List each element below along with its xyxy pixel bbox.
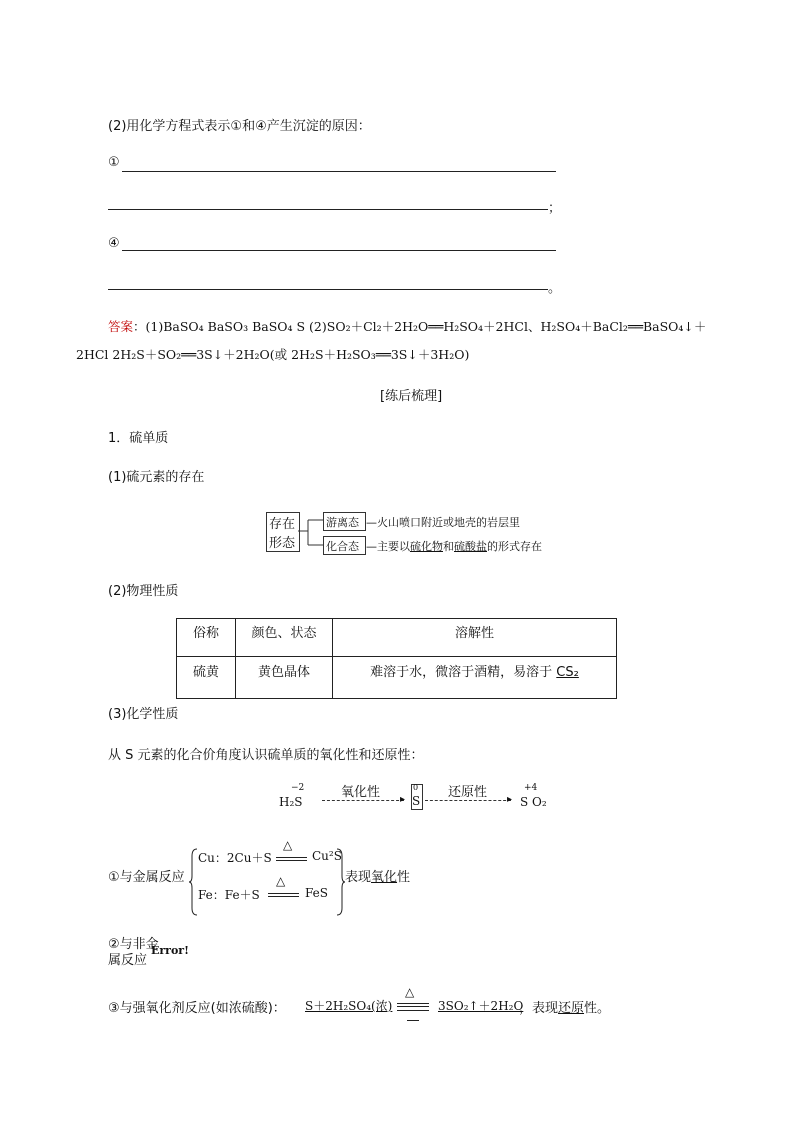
answer-line-1 <box>108 317 706 335</box>
header-color-state: 颜色、状态 <box>236 619 333 657</box>
right-valence: +4 <box>524 783 538 793</box>
item3-label: ③与强氧化剂反应(如浓硫酸)： <box>108 1001 286 1016</box>
header-common-name: 俗称 <box>177 619 236 657</box>
item3-eq-line-2 <box>397 1006 429 1007</box>
item1-label: ①与金属反应 <box>108 870 185 885</box>
item1-result-ul: 氧化 <box>371 870 398 885</box>
left-species: H₂S <box>279 795 303 809</box>
cell-solubility <box>333 657 617 699</box>
item2-label-1: ②与非金 <box>108 937 159 952</box>
cell-color-state: 黄色晶体 <box>236 657 333 699</box>
free-state-label: 游离态 <box>326 516 359 529</box>
item3-eq-line-1 <box>397 1003 429 1004</box>
item1-result-post: 性 <box>397 870 411 885</box>
heading-sulfur: 1．硫单质 <box>108 431 169 446</box>
arrow-to-so2 <box>425 800 511 801</box>
combined-state-text <box>366 538 542 554</box>
q2-prompt: (2)用化学方程式表示①和④产生沉淀的原因： <box>108 119 371 134</box>
answer-text-1: ：(1)BaSO₄ BaSO₃ BaSO₄ S (2)SO₂＋Cl₂＋2H₂O══H₂SO₄＋2HCl、H₂SO₄＋BaCl₂══BaSO₄↓＋ <box>133 319 707 334</box>
item2-error: Error! <box>151 944 189 957</box>
cu-eq-line-top <box>276 857 307 858</box>
fe-eq-right: FeS <box>305 886 328 900</box>
item3-result-ul: 还原 <box>558 1001 585 1016</box>
item3-eq-left: S＋2H₂SO₄(浓) <box>305 999 393 1013</box>
combined-pre: —主要以 <box>366 540 410 553</box>
item1-result-pre: 表现 <box>345 870 372 885</box>
blank-4-label: ④ <box>108 236 120 251</box>
answer-blank-1a[interactable] <box>122 171 556 172</box>
answer-blank-4a[interactable] <box>122 250 556 251</box>
blank-1-label: ① <box>108 155 120 170</box>
combined-sulfide: 硫化物 <box>410 540 443 553</box>
combined-and: 和 <box>443 540 454 553</box>
middle-species: S <box>412 794 421 808</box>
free-state-text: —火山喷口附近或地壳的岩层里 <box>366 516 520 529</box>
existence-root-label-2: 形态 <box>269 536 296 551</box>
oxidizing-label: 氧化性 <box>341 785 381 800</box>
combined-post: 的形式存在 <box>487 540 542 553</box>
period: 。 <box>548 281 562 296</box>
fe-eq-left: Fe：Fe＋S <box>198 888 260 902</box>
item2-label-2: 属反应 <box>108 953 148 968</box>
item3-eq-right: 3SO₂↑＋2H₂O <box>438 999 524 1013</box>
cu-eq-line-bottom <box>276 860 307 861</box>
combined-sulfate: 硫酸盐 <box>454 540 487 553</box>
right-brace <box>335 848 345 916</box>
heading-existence: (1)硫元素的存在 <box>108 470 205 485</box>
heading-chemical: (3)化学性质 <box>108 707 179 722</box>
section-title: [练后梳理] <box>380 389 443 404</box>
fe-eq-line-top <box>268 893 299 894</box>
item3-eq-line-4 <box>407 1020 419 1021</box>
cu-eq-left: Cu：2Cu＋S <box>198 851 272 865</box>
item3-result-post: 性。 <box>584 1001 611 1016</box>
cu-eq-right: Cu²S <box>312 849 342 863</box>
middle-valence: 0 <box>413 783 419 792</box>
answer-blank-4b[interactable] <box>108 289 548 290</box>
physical-properties-table <box>176 618 617 699</box>
fe-eq-line-bottom <box>268 896 299 897</box>
item3-result <box>519 997 610 1016</box>
cu-heat-icon: △ <box>283 838 293 852</box>
left-valence: −2 <box>291 783 305 793</box>
table-header-row <box>177 619 617 657</box>
cell-solubility-solvent: CS₂ <box>556 665 579 680</box>
item3-eq-line-3 <box>397 1010 429 1011</box>
item3-result-pre: ，表现 <box>519 1001 559 1016</box>
semicolon: ； <box>548 201 562 216</box>
right-species: S O₂ <box>520 795 547 809</box>
chemical-intro: 从 S 元素的化合价角度认识硫单质的氧化性和还原性： <box>108 748 424 763</box>
cell-solubility-text: 难溶于水，微溶于酒精，易溶于 <box>370 665 557 680</box>
arrow-to-s <box>322 800 404 801</box>
answer-line-2: 2HCl 2H₂S＋SO₂══3S↓＋2H₂O(或 2H₂S＋H₂SO₃══3S↓＋3H₂O) <box>76 347 470 362</box>
arrowhead-2: ▸ <box>507 794 513 805</box>
cell-common-name: 硫黄 <box>177 657 236 699</box>
heading-physical: (2)物理性质 <box>108 584 179 599</box>
fe-heat-icon: △ <box>276 874 286 888</box>
reducing-label: 还原性 <box>448 785 488 800</box>
item3-heat-icon: △ <box>405 985 415 999</box>
answer-label: 答案 <box>108 319 134 334</box>
arrowhead-1: ▸ <box>400 794 406 805</box>
existence-root-label-1: 存在 <box>269 517 296 532</box>
header-solubility: 溶解性 <box>333 619 617 657</box>
table-row <box>177 657 617 699</box>
answer-blank-1b[interactable] <box>108 209 548 210</box>
combined-state-label: 化合态 <box>326 540 359 553</box>
item1-result <box>345 866 410 885</box>
